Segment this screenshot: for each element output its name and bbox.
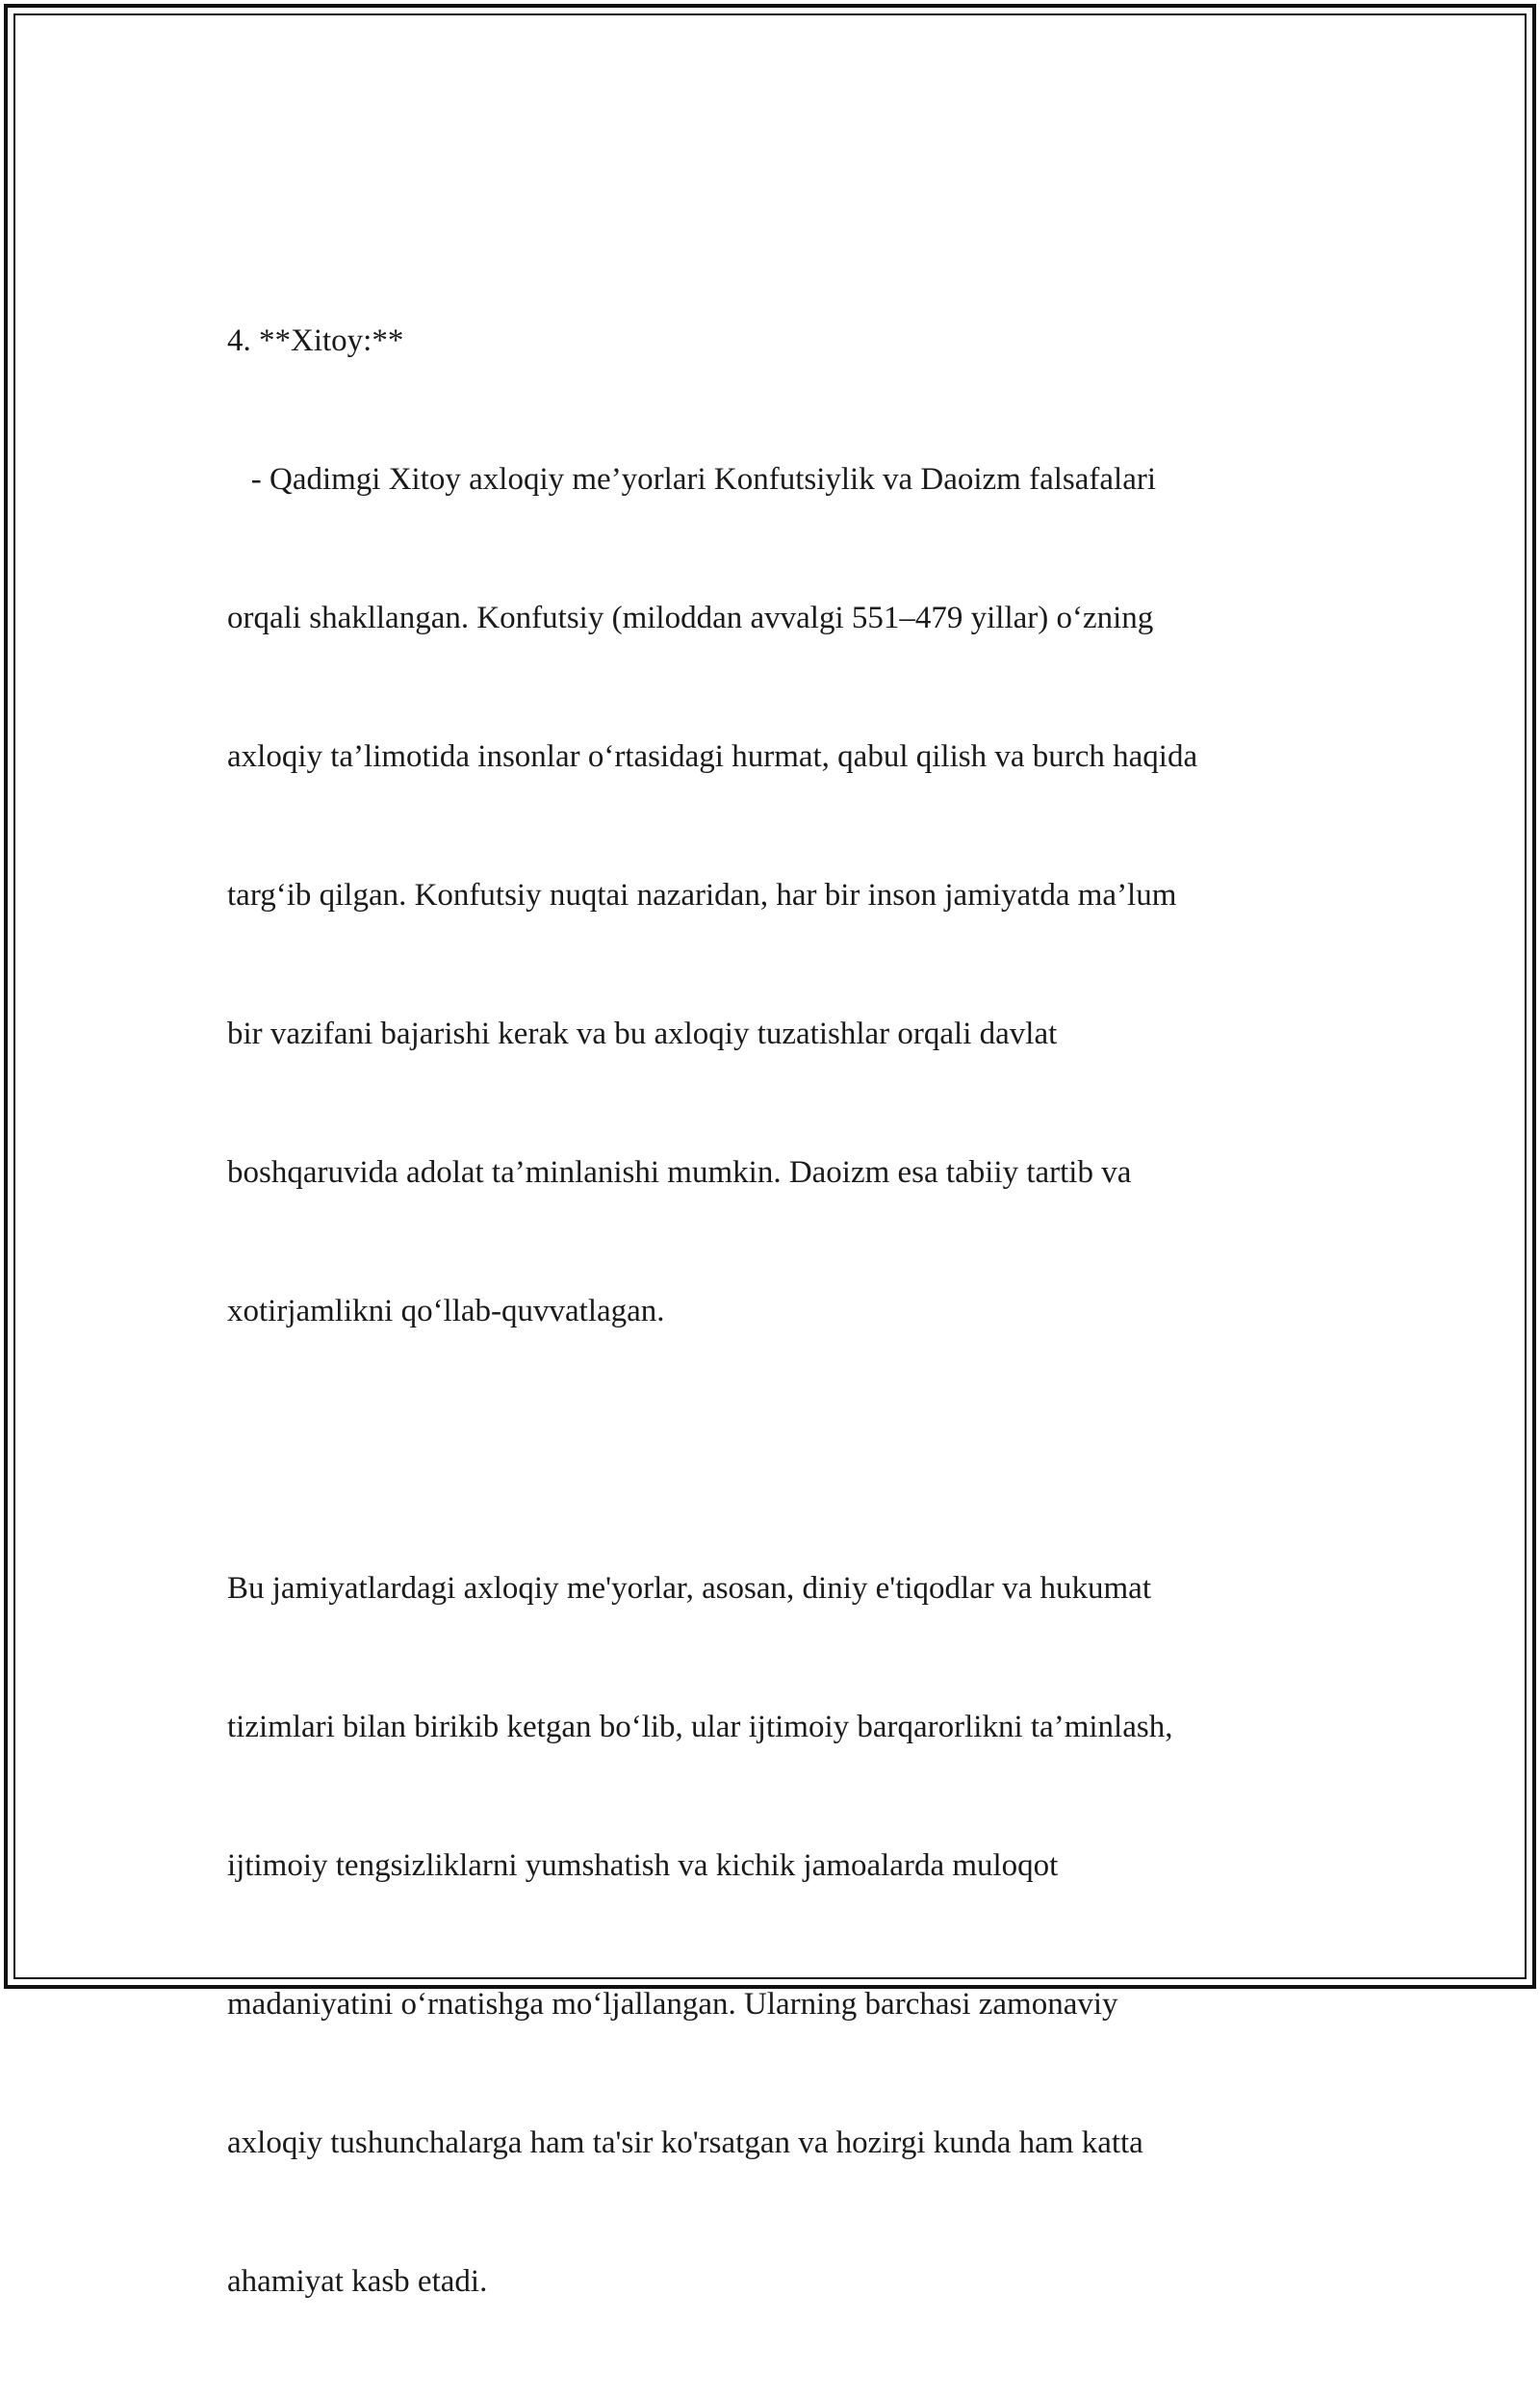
section-xitoy <box>227 225 1315 1427</box>
text-line: tizimlari bilan birikib ketgan bo‘lib, ular ijtimoiy barqarorlikni ta’minlash, <box>227 1710 1173 1744</box>
section-heading: 4. **Xitoy:** <box>227 323 404 358</box>
text-line: madaniyatini o‘rnatishga mo‘ljallangan. Ularning barchasi zamonaviy <box>227 1987 1118 2022</box>
text-line: bir vazifani bajarishi kerak va bu axloqiy tuzatishlar orqali davlat <box>227 1017 1058 1051</box>
conclusion-paragraph <box>227 1473 1315 2397</box>
text-line: xotirjamlikni qo‘llab-quvvatlagan. <box>227 1294 665 1328</box>
document-body <box>227 225 1315 2397</box>
text-line: axloqiy tushunchalarga ham ta'sir ko'rsatgan va hozirgi kunda ham katta <box>227 2126 1143 2160</box>
text-line: orqali shakllangan. Konfutsiy (miloddan avvalgi 551–479 yillar) o‘zning <box>227 601 1154 635</box>
text-line: Bu jamiyatlardagi axloqiy me'yorlar, asosan, diniy e'tiqodlar va hukumat <box>227 1571 1151 1606</box>
text-line: - Qadimgi Xitoy axloqiy me’yorlari Konfutsiylik va Daoizm falsafalari <box>227 462 1156 497</box>
text-line: boshqaruvida adolat ta’minlanishi mumkin. Daoizm esa tabiiy tartib va <box>227 1155 1132 1190</box>
text-line: axloqiy ta’limotida insonlar o‘rtasidagi hurmat, qabul qilish va burch haqida <box>227 739 1198 774</box>
text-line: ahamiyat kasb etadi. <box>227 2264 488 2299</box>
paragraph-spacer <box>227 1427 1315 1473</box>
text-line: ijtimoiy tengsizliklarni yumshatish va kichik jamoalarda muloqot <box>227 1848 1059 1883</box>
text-line: targ‘ib qilgan. Konfutsiy nuqtai nazaridan, har bir inson jamiyatda ma’lum <box>227 878 1177 913</box>
